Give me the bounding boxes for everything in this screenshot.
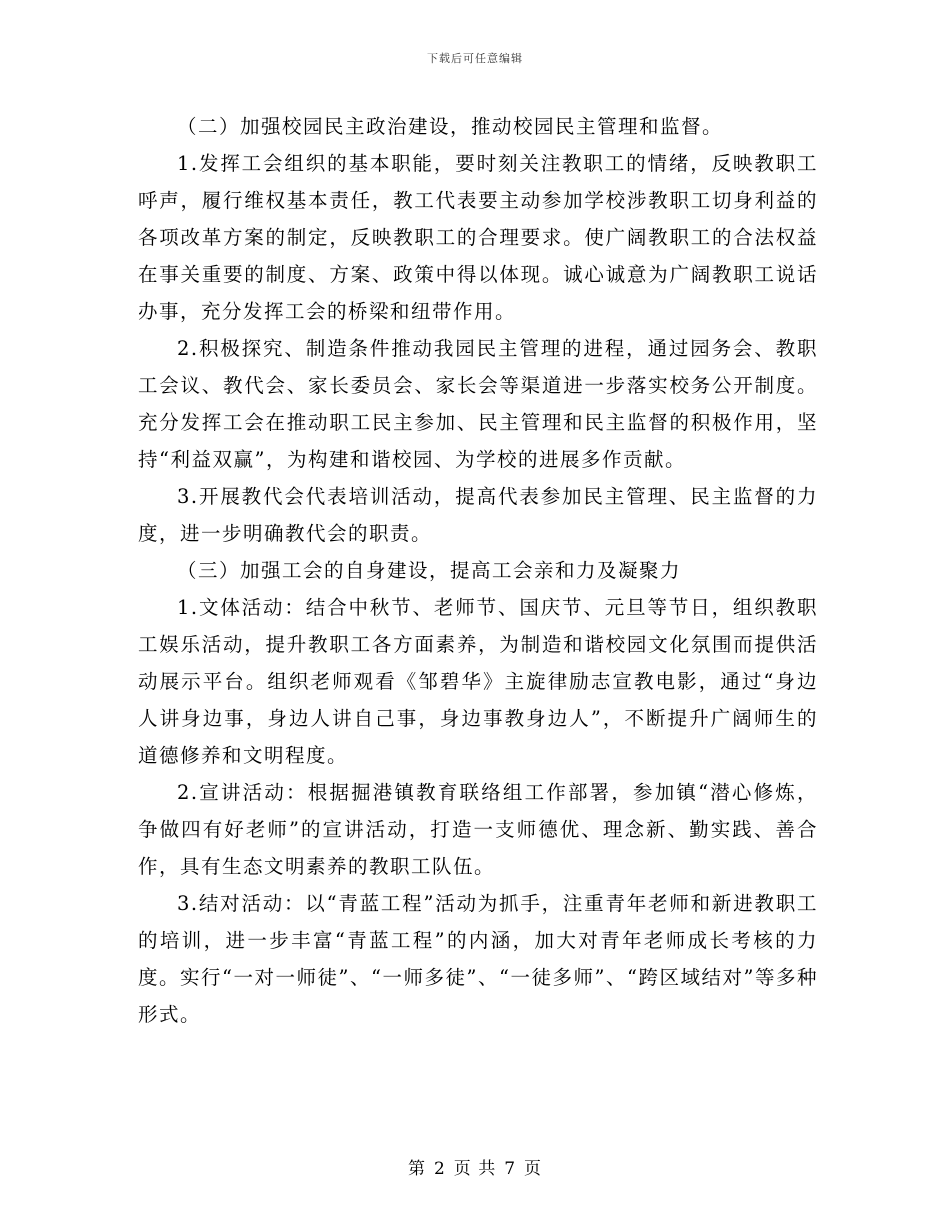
paragraph-item-culture: 1.文体活动：结合中秋节、老师节、国庆节、元旦等节日，组织教职工娱乐活动，提升教职工各方面素养，为制造和谐校园文化氛围而提供活动展示平台。组织老师观看《邹碧华》主旋律励志宣教电影，通过“身边人讲身边事，身边人讲自己事，身边事教身边人”，不断提升广阔师生的道德修养和文明程度。	[138, 596, 818, 767]
paragraph-item-3: 3.开展教代会代表培训活动，提高代表参加民主管理、民主监督的力度，进一步明确教代会的职责。	[138, 485, 818, 545]
paragraph-item-2: 2.积极探究、制造条件推动我园民主管理的进程，通过园务会、教职工会议、教代会、家长委员会、家长会等渠道进一步落实校务公开制度。充分发挥工会在推动职工民主参加、民主管理和民主监督的积极作用，坚持“利益双赢”，为构建和谐校园、为学校的进展多作贡献。	[138, 337, 818, 471]
section-heading-two: （二）加强校园民主政治建设，推动校园民主管理和监督。	[177, 115, 724, 138]
page-header: 下载后可任意编辑	[427, 52, 523, 65]
footer-suffix: 页	[524, 1159, 543, 1179]
page-number: 2	[433, 1159, 446, 1179]
total-pages: 7	[504, 1159, 517, 1179]
paragraph-item-1: 1.发挥工会组织的基本职能，要时刻关注教职工的情绪，反映教职工呼声，履行维权基本责任，教工代表要主动参加学校涉教职工切身利益的各项改革方案的制定，反映教职工的合理要求。使广阔教职工的合法权益在事关重要的制度、方案、政策中得以体现。诚心诚意为广阔教职工说话办事，充分发挥工会的桥梁和纽带作用。	[138, 152, 818, 323]
footer-middle: 页 共	[453, 1159, 497, 1179]
paragraph-item-lecture: 2.宣讲活动：根据掘港镇教育联络组工作部署，参加镇“潜心修炼，争做四有好老师”的宣讲活动，打造一支师德优、理念新、勤实践、善合作，具有生态文明素养的教职工队伍。	[138, 781, 818, 878]
section-heading-three: （三）加强工会的自身建设，提高工会亲和力及凝聚力	[177, 559, 682, 582]
footer-prefix: 第	[407, 1159, 426, 1179]
page-footer	[0, 1154, 950, 1179]
paragraph-item-pairing: 3.结对活动：以“青蓝工程”活动为抓手，注重青年老师和新进教职工的培训，进一步丰富“青蓝工程”的内涵，加大对青年老师成长考核的力度。实行“一对一师徒”、“一师多徒”、“一徒多师”、“跨区域结对”等多种形式。	[138, 892, 818, 1026]
document-body	[138, 108, 818, 1033]
